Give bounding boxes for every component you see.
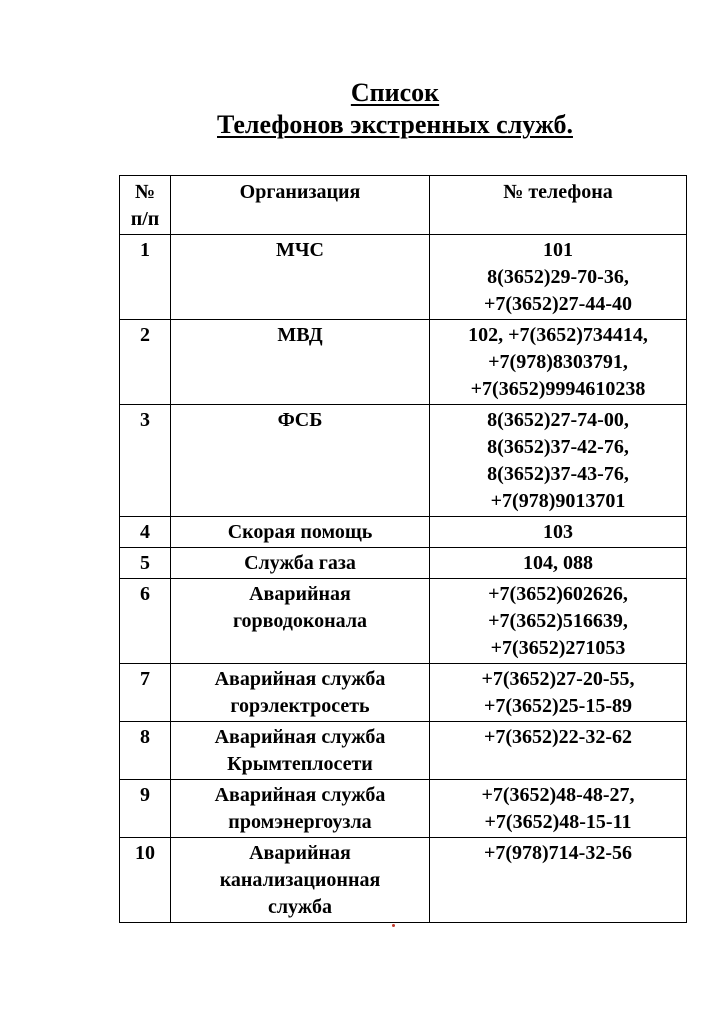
page-title: Список: [350, 78, 440, 107]
table-body: [120, 235, 687, 923]
phone-number: 8(3652)37-42-76,: [487, 436, 629, 458]
table-row: [120, 405, 687, 517]
phone-cell: [430, 579, 687, 664]
organization-name-line: Крымтеплосети: [227, 753, 373, 775]
phone-number: +7(3652)25-15-89: [483, 695, 633, 717]
table-row: [120, 664, 687, 722]
organization-name-line: Служба газа: [244, 552, 356, 574]
phone-number: +7(3652)271053: [490, 637, 626, 659]
organization-cell: [171, 548, 430, 579]
phone-number: +7(978)9013701: [490, 490, 626, 512]
organization-name-line: ФСБ: [277, 409, 323, 431]
phone-number: 101: [543, 239, 573, 261]
organization-name-line: Аварийная служба: [214, 668, 386, 690]
organization-cell: [171, 722, 430, 780]
organization-cell: [171, 838, 430, 923]
row-number: 8: [120, 722, 171, 780]
header-number: № п/п: [120, 176, 171, 235]
phone-number: 8(3652)29-70-36,: [487, 266, 629, 288]
phone-number: 104, 088: [523, 552, 593, 574]
phone-number: +7(3652)48-15-11: [484, 811, 632, 833]
table-row: [120, 579, 687, 664]
phone-number: +7(3652)516639,: [488, 610, 628, 632]
organization-cell: [171, 517, 430, 548]
phone-number: 102, +7(3652)734414,: [468, 324, 648, 346]
organization-name-line: МЧС: [276, 239, 324, 261]
organization-cell: [171, 405, 430, 517]
row-number: 9: [120, 780, 171, 838]
table-header-row: [120, 176, 687, 235]
organization-name-line: Скорая помощь: [227, 521, 373, 543]
table-row: [120, 235, 687, 320]
table-row: [120, 548, 687, 579]
organization-name-line: горводоконала: [232, 610, 368, 632]
phone-number: +7(3652)22-32-62: [483, 726, 633, 748]
organization-name-line: канализационная: [219, 869, 381, 891]
organization-cell: [171, 235, 430, 320]
table-row: [120, 780, 687, 838]
phone-cell: [430, 780, 687, 838]
organization-name-line: Аварийная служба: [214, 784, 386, 806]
table-row: [120, 320, 687, 405]
organization-name-line: Аварийная служба: [214, 726, 386, 748]
phone-cell: [430, 235, 687, 320]
row-number: 1: [120, 235, 171, 320]
table-row: [120, 517, 687, 548]
row-number: 5: [120, 548, 171, 579]
organization-cell: [171, 664, 430, 722]
organization-name-line: Аварийная: [249, 842, 351, 864]
header-phone: № телефона: [430, 176, 687, 235]
emergency-phones-table: [119, 175, 687, 923]
phone-number: +7(3652)27-20-55,: [481, 668, 635, 690]
row-number: 6: [120, 579, 171, 664]
row-number: 3: [120, 405, 171, 517]
phone-number: +7(978)8303791,: [488, 351, 628, 373]
phone-number: +7(3652)602626,: [488, 583, 628, 605]
organization-name-line: горэлектросеть: [230, 695, 370, 717]
phone-number: 8(3652)37-43-76,: [487, 463, 629, 485]
row-number: 10: [120, 838, 171, 923]
phone-cell: [430, 320, 687, 405]
row-number: 7: [120, 664, 171, 722]
organization-cell: [171, 579, 430, 664]
organization-name-line: промэнергоузла: [228, 811, 372, 833]
header-organization: Организация: [171, 176, 430, 235]
page-subtitle: Телефонов экстренных служб.: [217, 110, 573, 139]
phone-number: +7(978)714-32-56: [483, 842, 633, 864]
row-number: 4: [120, 517, 171, 548]
organization-name-line: МВД: [277, 324, 323, 346]
organization-cell: [171, 320, 430, 405]
phone-cell: [430, 405, 687, 517]
phone-cell: [430, 838, 687, 923]
row-number: 2: [120, 320, 171, 405]
phone-number: 103: [543, 521, 573, 543]
phone-cell: [430, 664, 687, 722]
organization-name-line: Аварийная: [249, 583, 351, 605]
phone-number: 8(3652)27-74-00,: [487, 409, 629, 431]
phone-number: +7(3652)27-44-40: [483, 293, 633, 315]
phone-cell: [430, 548, 687, 579]
phone-number: +7(3652)9994610238: [470, 378, 646, 400]
organization-name-line: служба: [267, 896, 333, 918]
phone-cell: [430, 722, 687, 780]
table-row: [120, 722, 687, 780]
table-row: [120, 838, 687, 923]
organization-cell: [171, 780, 430, 838]
phone-cell: [430, 517, 687, 548]
scan-speck: [392, 924, 395, 927]
phone-number: +7(3652)48-48-27,: [481, 784, 635, 806]
